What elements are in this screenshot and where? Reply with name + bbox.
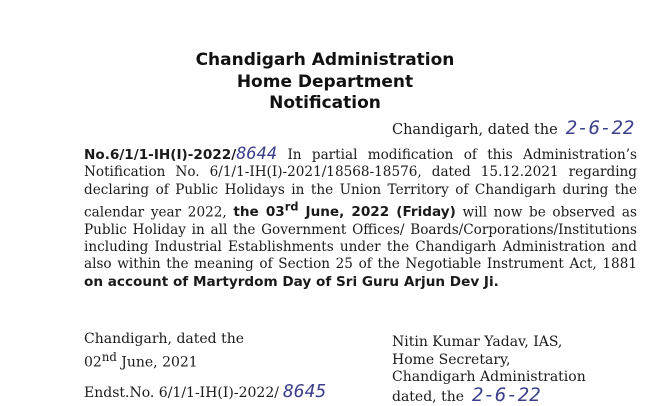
footer-date-sup: nd [102,350,117,364]
header-notification: Notification [0,93,650,114]
endorsement-number [84,381,326,402]
holiday-date-suffix: June, 2022 (Friday) [298,204,455,220]
holiday-reason: on account of Martyrdom Day of Sri Guru Arjun Dev Ji. [84,274,499,290]
signatory-dated-label: dated, the [392,389,464,405]
footer-left-line1: Chandigarh, dated the [84,330,244,348]
footer-left-dated [84,330,244,372]
handwritten-number: 8644 [236,144,277,164]
header-administration: Chandigarh Administration [0,50,650,71]
signatory-dated [392,387,586,406]
endst-printed: Endst.No. 6/1/1-IH(I)-2022/ [84,385,279,401]
footer-date-suffix: June, 2021 [117,355,198,371]
notification-body [84,146,637,291]
signatory-title: Home Secretary, [392,352,586,370]
body-text-1: In partial modification of this Administration’s Notification No. 6/1/1-IH(I)-2021/18568-18576, dated 15.12.2021 regarding declaring of Public Holidays in the Union Territory of Chandigarh during the calendar year 2022, [84,147,637,220]
holiday-date [233,204,455,220]
dated-top [392,117,634,139]
handwritten-date-bottom: 2-6-22 [472,384,541,406]
footer-left-date [84,348,244,372]
handwritten-endst-number: 8645 [283,381,326,402]
holiday-date-sup: rd [285,200,299,214]
header-department: Home Department [0,72,650,93]
signatory-block [392,334,586,406]
handwritten-date-top: 2-6-22 [566,117,635,139]
dated-top-label: Chandigarh, dated the [392,122,558,138]
footer-date-prefix: 02 [84,355,102,371]
body-text-2: will now be observed as Public Holiday in all the Government Offices/ Boards/Corporations/Institutions including Industrial Establishments under the Chandigarh Administration and also within the meaning of Section 25 of the Negotiable Instrument Act, 1881 [84,204,637,272]
notification-number: No.6/1/1-IH(I)-2022/ [84,147,236,163]
signatory-org: Chandigarh Administration [392,369,586,387]
holiday-date-prefix: the 03 [233,204,284,220]
signatory-name: Nitin Kumar Yadav, IAS, [392,334,586,352]
